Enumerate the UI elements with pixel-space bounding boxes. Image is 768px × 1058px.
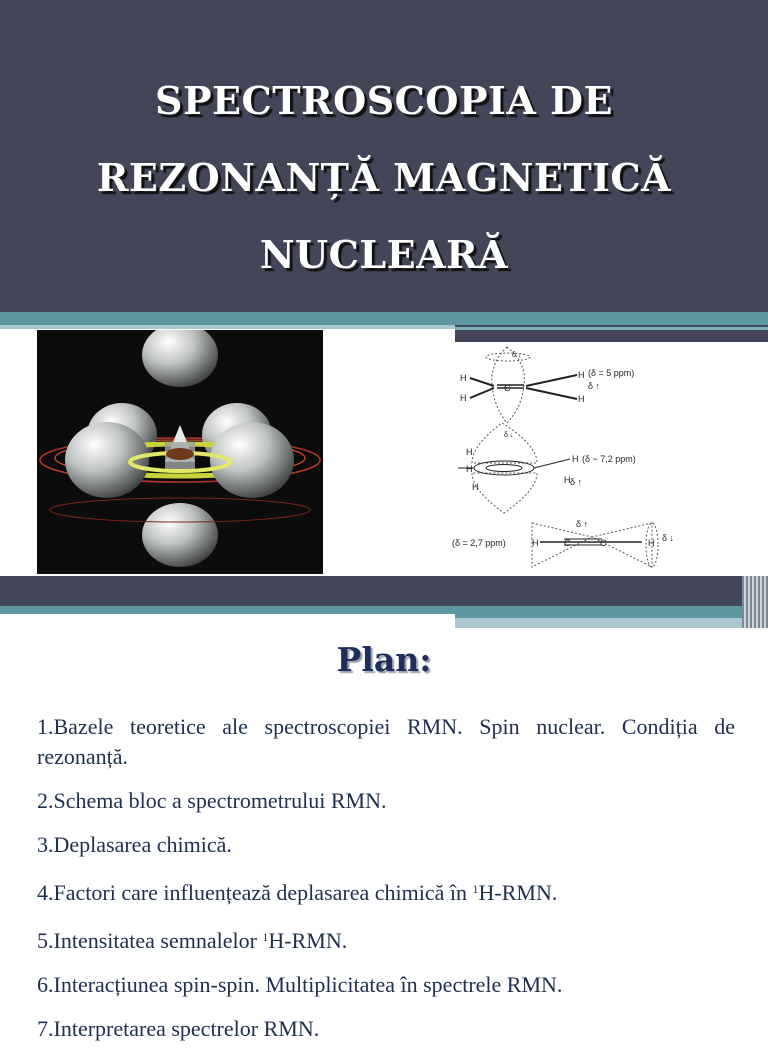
fig-h-1: H bbox=[460, 373, 467, 383]
title-header bbox=[0, 0, 768, 312]
slide-title bbox=[0, 62, 768, 293]
fig-h-4: H bbox=[578, 394, 585, 404]
plan-item-5-sup: 1 bbox=[262, 930, 269, 944]
fig-h-9: H bbox=[564, 475, 571, 485]
plan-item-5-pre: 5.Intensitatea semnalelor bbox=[37, 928, 263, 953]
fig-h-8: H bbox=[472, 482, 479, 492]
fig-delta-up-1: δ ↑ bbox=[588, 381, 601, 391]
title-line-1: SPECTROSCOPIA DE bbox=[155, 78, 613, 123]
plan-item-4-sup: 1 bbox=[472, 882, 479, 896]
orbital-image bbox=[37, 330, 323, 574]
orbital-illustration bbox=[37, 330, 323, 574]
plan-list bbox=[37, 712, 735, 1058]
fig-delta-down-1: δ ↓ bbox=[512, 352, 522, 359]
stripe-dark-bottom bbox=[0, 576, 768, 606]
plan-item-5-post: H-RMN. bbox=[268, 928, 348, 953]
title-line-2: REZONANȚĂ MAGNETICĂ bbox=[96, 155, 672, 200]
stripe-teal-top-right bbox=[455, 327, 768, 330]
stripe-teal-top bbox=[0, 312, 768, 325]
benzene-shift-label: (δ ~ 7,2 ppm) bbox=[582, 454, 636, 464]
fig-h-3: H bbox=[578, 370, 585, 380]
plan-item-4 bbox=[37, 874, 735, 908]
fig-h-2: H bbox=[460, 393, 467, 403]
ethylene-shift-label: (δ = 5 ppm) bbox=[588, 368, 635, 378]
anisotropy-diagram bbox=[452, 345, 762, 570]
fig-h-10: H bbox=[532, 538, 539, 548]
fig-h-7: H bbox=[466, 464, 473, 474]
plan-title: Plan: bbox=[336, 640, 432, 679]
fig-h-5: H bbox=[466, 447, 473, 457]
title-line-3: NUCLEARĂ bbox=[259, 232, 509, 277]
fig-delta-up-2: δ ↑ bbox=[570, 477, 583, 487]
fig-delta-down-2: δ ↓ bbox=[504, 432, 514, 439]
plan-item-1: 1.Bazele teoretice ale spectroscopiei RMN. Spin nuclear. Condiția de rezonanță. bbox=[37, 714, 735, 769]
fig-c-2: C bbox=[564, 538, 571, 548]
fig-delta-up-3: δ ↑ bbox=[576, 519, 589, 529]
fig-h-11: H bbox=[648, 538, 655, 548]
plan-item-7: 7.Interpretarea spectrelor RMN. bbox=[37, 1016, 320, 1041]
acetylene-shift-label: (δ = 2,7 ppm) bbox=[452, 538, 506, 548]
plan-item-6: 6.Interacțiunea spin-spin. Multiplicitatea în spectrele RMN. bbox=[37, 972, 563, 997]
anisotropy-illustration bbox=[452, 345, 762, 570]
fig-delta-down-3: δ ↓ bbox=[662, 533, 675, 543]
fig-c-3: C bbox=[600, 538, 607, 548]
fig-h-6: H bbox=[572, 454, 579, 464]
plan-item-3: 3.Deplasarea chimică. bbox=[37, 832, 232, 857]
plan-item-4-post: H-RMN. bbox=[478, 880, 558, 905]
plan-item-5 bbox=[37, 922, 735, 956]
stripe-teal-bottom-right bbox=[455, 614, 768, 618]
fig-c-1: C bbox=[504, 383, 511, 393]
plan-item-4-pre: 4.Factori care influențează deplasarea chimică în bbox=[37, 880, 473, 905]
stripe-teal-bottom bbox=[0, 606, 768, 614]
stripe-vertical-lines bbox=[742, 576, 768, 628]
plan-item-2: 2.Schema bloc a spectrometrului RMN. bbox=[37, 788, 387, 813]
